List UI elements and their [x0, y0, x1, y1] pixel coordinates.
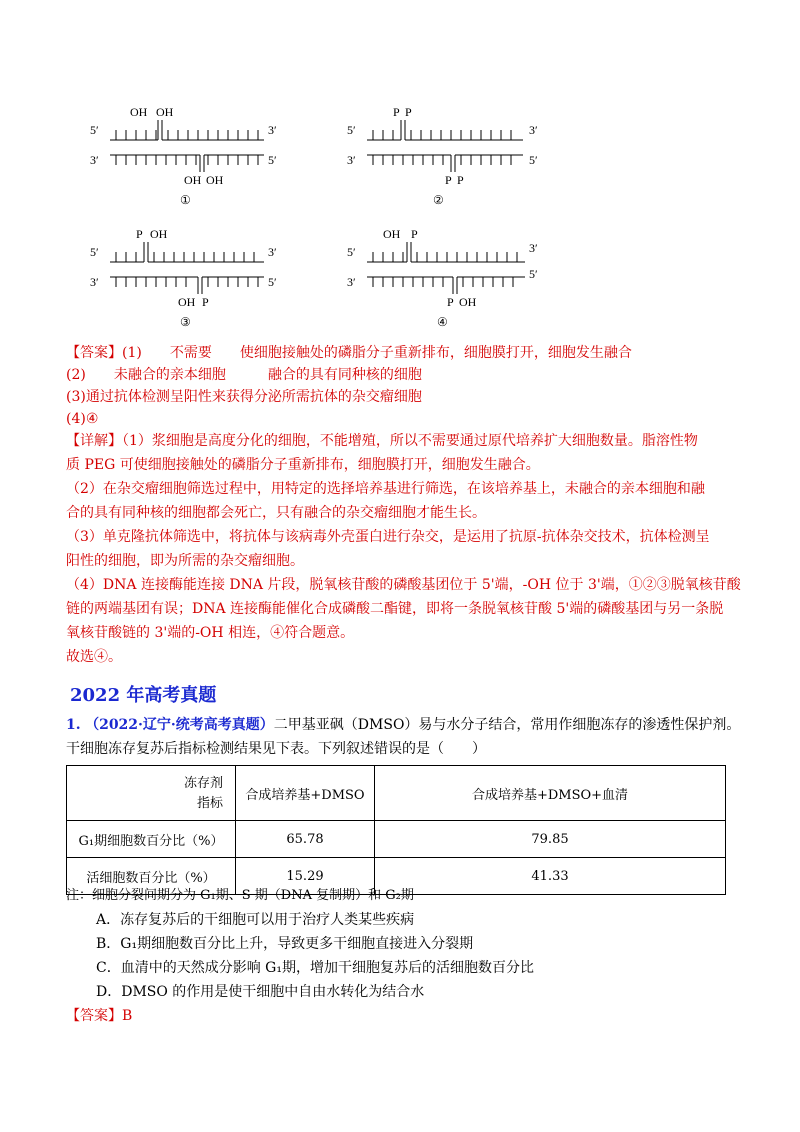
three-prime-label: 3′ [529, 241, 538, 255]
detail-line-4: 合的具有同种核的细胞都会死亡，只有融合的杂交瘤细胞才能生长。 [66, 505, 486, 521]
detail-line-8: 链的两端基团有误；DNA 连接酶能催化合成磷酸二酯键，即将一条脱氧核苷酸 5'端的磷酸基团与另一条脱 [66, 601, 724, 617]
dna-diagram-1 [88, 100, 308, 210]
answer-text: (1) 不需要 使细胞接触处的磷脂分子重新排布，细胞膜打开，细胞发生融合 [122, 345, 632, 361]
question-text: 二甲基亚砜（DMSO）易与水分子结合，常用作细胞冻存的渗透性保护剂。 [273, 717, 741, 733]
group-label: OH [184, 173, 202, 187]
group-label: OH [150, 227, 168, 241]
option-c: C．血清中的天然成分影响 G₁期，增加干细胞复苏后的活细胞数百分比 [96, 960, 534, 976]
detail-text: （1）浆细胞是高度分化的细胞，不能增殖，所以不需要通过原代培养扩大细胞数量。脂溶性物 [122, 433, 698, 449]
detail-line-6: 阳性的细胞，即为所需的杂交瘤细胞。 [66, 553, 304, 569]
dna-diagram-4-svg [345, 222, 565, 332]
answer-line-2: (2) 未融合的亲本细胞 融合的具有同种核的细胞 [66, 367, 422, 383]
group-label: OH [459, 295, 477, 309]
results-table [66, 765, 726, 895]
three-prime-label: 3′ [529, 123, 538, 137]
group-label: OH [383, 227, 401, 241]
five-prime-label: 5′ [347, 245, 356, 259]
group-label: OH [206, 173, 224, 187]
detail-line-10: 故选④。 [66, 649, 122, 665]
group-label: OH [156, 105, 174, 119]
table-header-row [67, 766, 726, 821]
question-line-1 [66, 715, 740, 735]
dna-diagram-2-svg [345, 100, 565, 210]
three-prime-label: 3′ [90, 275, 99, 289]
table-cell: 65.78 [236, 821, 375, 858]
answer-tag: 【答案】 [66, 1008, 122, 1024]
table-cell: 41.33 [375, 858, 726, 895]
three-prime-label: 3′ [90, 153, 99, 167]
option-a: A．冻存复苏后的干细胞可以用于治疗人类某些疾病 [96, 912, 415, 928]
group-label: P [136, 227, 143, 241]
five-prime-label: 5′ [90, 123, 99, 137]
table-cell: 79.85 [375, 821, 726, 858]
section-title: 2022 年高考真题 [70, 685, 217, 706]
column-header: 合成培养基+DMSO+血清 [375, 766, 726, 821]
diagram-caption: ④ [437, 315, 448, 329]
final-answer [66, 1006, 132, 1026]
five-prime-label: 5′ [268, 275, 277, 289]
detail-line-7: （4）DNA 连接酶能连接 DNA 片段，脱氧核苷酸的磷酸基团位于 5'端，-OH 位于 3'端，①②③脱氧核苷酸 [66, 577, 741, 593]
detail-tag: 【详解】 [66, 433, 122, 449]
header-top-label: 冻存剂 [183, 776, 223, 791]
dna-diagram-4 [345, 222, 565, 332]
three-prime-label: 3′ [268, 245, 277, 259]
row-label: G₁期细胞数百分比（%） [67, 821, 236, 858]
group-label: OH [130, 105, 148, 119]
five-prime-label: 5′ [529, 153, 538, 167]
dna-diagram-3-svg [88, 222, 308, 332]
table-diagonal-header [67, 766, 236, 821]
group-label: OH [178, 295, 196, 309]
dna-diagram-3 [88, 222, 308, 332]
five-prime-label: 5′ [90, 245, 99, 259]
question-line-2: 干细胞冻存复苏后指标检测结果见下表。下列叙述错误的是（ ） [66, 741, 486, 757]
group-label: P [202, 295, 209, 309]
answer-tag: 【答案】 [66, 345, 122, 361]
header-bottom-label: 指标 [196, 796, 223, 811]
five-prime-label: 5′ [529, 267, 538, 281]
diagram-caption: ② [433, 193, 444, 207]
dna-diagram-1-svg [88, 100, 308, 210]
three-prime-label: 3′ [268, 123, 277, 137]
answer-value: B [122, 1008, 133, 1024]
detail-line-3: （2）在杂交瘤细胞筛选过程中，用特定的选择培养基进行筛选，在该培养基上，未融合的亲本细胞和融 [66, 481, 705, 497]
dna-diagram-2 [345, 100, 565, 210]
table-cell: 15.29 [236, 858, 375, 895]
detail-line-5: （3）单克隆抗体筛选中，将抗体与该病毒外壳蛋白进行杂交，是运用了抗原-抗体杂交技术，抗体检测呈 [66, 529, 710, 545]
question-source: （2022·辽宁·统考高考真题） [85, 717, 274, 733]
three-prime-label: 3′ [347, 275, 356, 289]
group-label: P [447, 295, 454, 309]
diagram-caption: ③ [180, 315, 191, 329]
detail-line-1 [66, 431, 698, 451]
detail-line-2: 质 PEG 可使细胞接触处的磷脂分子重新排布，细胞膜打开，细胞发生融合。 [66, 457, 540, 473]
column-header: 合成培养基+DMSO [236, 766, 375, 821]
group-label: P [411, 227, 418, 241]
question-number: 1. [66, 717, 81, 733]
group-label: P [393, 105, 400, 119]
detail-line-9: 氧核苷酸链的 3'端的-OH 相连，④符合题意。 [66, 625, 355, 641]
option-d: D．DMSO 的作用是使干细胞中自由水转化为结合水 [96, 984, 425, 1000]
table-note: 注：细胞分裂间期分为 G₁期、S 期（DNA 复制期）和 G₂期 [66, 888, 414, 903]
answer-line-4: (4)④ [66, 411, 99, 427]
group-label: P [405, 105, 412, 119]
five-prime-label: 5′ [347, 123, 356, 137]
option-b: B．G₁期细胞数百分比上升，导致更多干细胞直接进入分裂期 [96, 936, 474, 952]
answer-line-1 [66, 343, 632, 363]
table-row [67, 821, 726, 858]
three-prime-label: 3′ [347, 153, 356, 167]
row-label: 活细胞数百分比（%） [67, 858, 236, 895]
diagram-caption: ① [180, 193, 191, 207]
five-prime-label: 5′ [268, 153, 277, 167]
group-label: P [445, 173, 452, 187]
answer-line-3: (3)通过抗体检测呈阳性来获得分泌所需抗体的杂交瘤细胞 [66, 389, 422, 405]
group-label: P [457, 173, 464, 187]
